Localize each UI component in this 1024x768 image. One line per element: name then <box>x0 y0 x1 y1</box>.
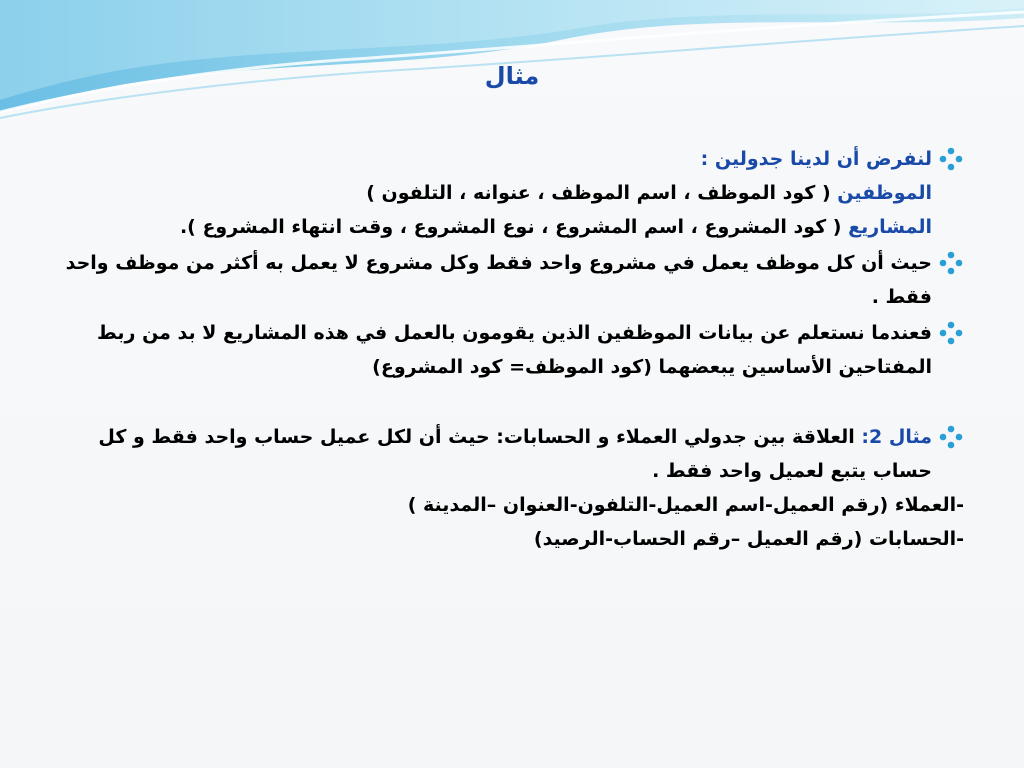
bullet-lead-text: لنفرض أن لدينا جدولين : <box>700 148 932 170</box>
bullet-item <box>44 316 964 384</box>
diamond-dots-icon <box>938 321 964 345</box>
slide-title: مثال <box>484 62 540 90</box>
example-label: مثال 2: <box>861 426 932 448</box>
diamond-dots-icon <box>938 425 964 449</box>
bullet-item <box>44 420 964 488</box>
bullet-item <box>44 246 964 314</box>
bullet-text: حيث أن كل موظف يعمل في مشروع واحد فقط وكل مشروع لا يعمل به أكثر من موظف واحد فقط . <box>65 252 932 308</box>
diamond-dots-icon <box>938 147 964 171</box>
relation-line: -الحسابات (رقم العميل –رقم الحساب-الرصيد) <box>533 528 964 550</box>
relation-line: -العملاء (رقم العميل-اسم العميل-التلفون-العنوان –المدينة ) <box>407 494 964 516</box>
table-definition-line <box>44 210 932 244</box>
diamond-dots-icon <box>938 251 964 275</box>
spacer <box>44 384 964 420</box>
bullet-item <box>44 142 964 244</box>
table-fields-text: ( كود الموظف ، اسم الموظف ، عنوانه ، التلفون ) <box>366 182 838 204</box>
table-definition-line <box>44 176 932 210</box>
table-fields-text: ( كود المشروع ، اسم المشروع ، نوع المشروع ، وقت انتهاء المشروع ). <box>179 216 849 238</box>
table-name-label: الموظفين <box>837 182 932 204</box>
bullet-text: العلاقة بين جدولي العملاء و الحسابات: حيث أن لكل عميل حساب واحد فقط و كل حساب يتبع لعميل واحد فقط . <box>98 426 932 482</box>
bullet-text: فعندما نستعلم عن بيانات الموظفين الذين يقومون بالعمل في هذه المشاريع لا بد من ربط المفتاحين الأساسين يبعضهما (كود الموظف= كود المشروع) <box>97 322 932 378</box>
table-name-label: المشاريع <box>848 216 932 238</box>
slide-content <box>44 142 964 702</box>
